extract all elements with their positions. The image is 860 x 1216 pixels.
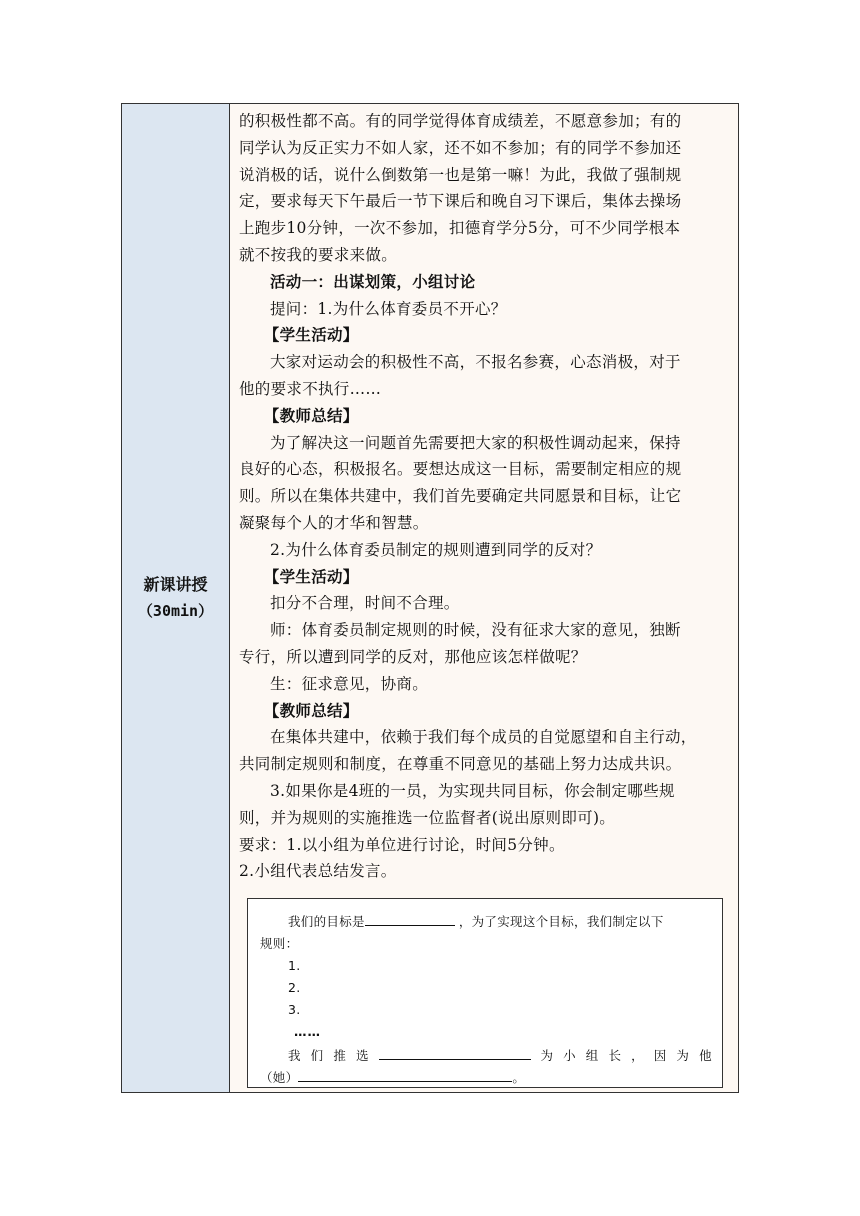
requirement-line: 要求：1.以小组为单位进行讨论，时间5分钟。	[239, 835, 565, 854]
content-cell	[230, 104, 738, 1092]
elect-char: 推	[333, 1048, 347, 1063]
ellipsis: ……	[294, 1024, 321, 1039]
leader-char: 为	[676, 1048, 690, 1063]
leader-char: 长	[608, 1048, 622, 1063]
paragraph-line: 的积极性都不高。有的同学觉得体育成绩差，不愿意参加；有的	[239, 112, 682, 130]
paragraph-line: 说消极的话，说什么倒数第一也是第一嘛！为此，我做了强制规	[239, 165, 682, 184]
leader-char: 小	[563, 1048, 576, 1063]
paragraph-line: 则。所以在集体共建中，我们首先要确定共同愿景和目标，让它	[239, 487, 682, 506]
paragraph-line: 就不按我的要求来做。	[239, 245, 398, 264]
requirement-line: 2.小组代表总结发言。	[239, 862, 397, 881]
goal-suffix: ，为了实现这个目标，我们制定以下	[458, 914, 664, 929]
student-activity-label: 【学生活动】	[263, 567, 359, 586]
rule-item: 2.	[288, 980, 301, 995]
paragraph-line: 凝聚每个人的才华和智慧。	[239, 513, 429, 532]
elect-char: 选	[355, 1048, 369, 1063]
paragraph-line: 他的要求不执行……	[239, 379, 382, 398]
teacher-summary-label: 【教师总结】	[263, 406, 359, 425]
paragraph-line: 良好的心态，积极报名。要想达成这一目标，需要制定相应的规	[239, 460, 682, 479]
question-3: 3.如果你是4班的一员，为实现共同目标，你会制定哪些规	[270, 781, 675, 800]
paragraph-line: 师：体育委员制定规则的时候，没有征求大家的意见，独断	[270, 621, 681, 640]
teacher-summary-label: 【教师总结】	[263, 701, 359, 720]
section-duration: （30min）	[137, 602, 214, 620]
elect-char: 们	[310, 1048, 324, 1063]
rule-item: 3.	[288, 1002, 301, 1017]
paragraph-line: 在集体共建中，依赖于我们每个成员的自觉愿望和自主行动，	[270, 728, 697, 747]
paragraph-line: 则，并为规则的实施推选一位监督者(说出原则即可)。	[239, 808, 616, 827]
she-label: （她）	[260, 1070, 299, 1085]
paragraph-line: 为了解决这一问题首先需要把大家的积极性调动起来，保持	[270, 433, 681, 452]
goal-line	[262, 911, 712, 933]
paragraph-line: 同学认为反正实力不如人家，还不如不参加；有的同学不参加还	[239, 138, 682, 157]
rule-item: 1.	[288, 958, 301, 973]
question-1: 提问：1.为什么体育委员不开心？	[270, 299, 507, 318]
leader-char: ，	[631, 1048, 644, 1063]
elect-char: 我	[288, 1048, 301, 1063]
activity-heading: 活动一：出谋划策，小组讨论	[270, 272, 476, 291]
student-answer: 生：征求意见，协商。	[270, 674, 429, 693]
leader-char: 他	[699, 1048, 712, 1063]
student-activity-label: 【学生活动】	[263, 326, 359, 345]
worksheet-box	[247, 898, 723, 1088]
paragraph-line: 大家对运动会的积极性不高，不报名参赛，心态消极，对于	[270, 353, 681, 372]
leader-char: 因	[653, 1048, 667, 1063]
goal-prefix: 我们的目标是	[288, 914, 365, 929]
goal-blank[interactable]	[365, 911, 455, 926]
leader-char: 为	[540, 1048, 554, 1063]
paragraph-line: 专行，所以遭到同学的反对，那他应该怎样做呢？	[239, 647, 587, 666]
reason-blank[interactable]	[298, 1067, 512, 1082]
question-2: 2.为什么体育委员制定的规则遭到同学的反对？	[270, 540, 602, 559]
lesson-table	[121, 103, 739, 1093]
paragraph-line: 定，要求每天下午最后一节下课后和晚自习下课后，集体去操场	[239, 192, 682, 211]
paragraph-line: 上跑步10分钟，一次不参加，扣德育学分5分，可不少同学根本	[239, 219, 681, 238]
end-mark: 。	[512, 1070, 526, 1085]
leader-char: 组	[585, 1048, 599, 1063]
paragraph-line: 扣分不合理，时间不合理。	[270, 594, 460, 613]
elect-line	[262, 1045, 712, 1067]
leader-blank[interactable]	[379, 1045, 531, 1060]
paragraph-line: 共同制定规则和制度，在尊重不同意见的基础上努力达成共识。	[239, 755, 682, 774]
section-label-cell	[122, 104, 230, 1092]
reason-line	[260, 1067, 712, 1089]
section-title: 新课讲授	[143, 575, 208, 594]
rules-label: 规则：	[260, 936, 299, 951]
